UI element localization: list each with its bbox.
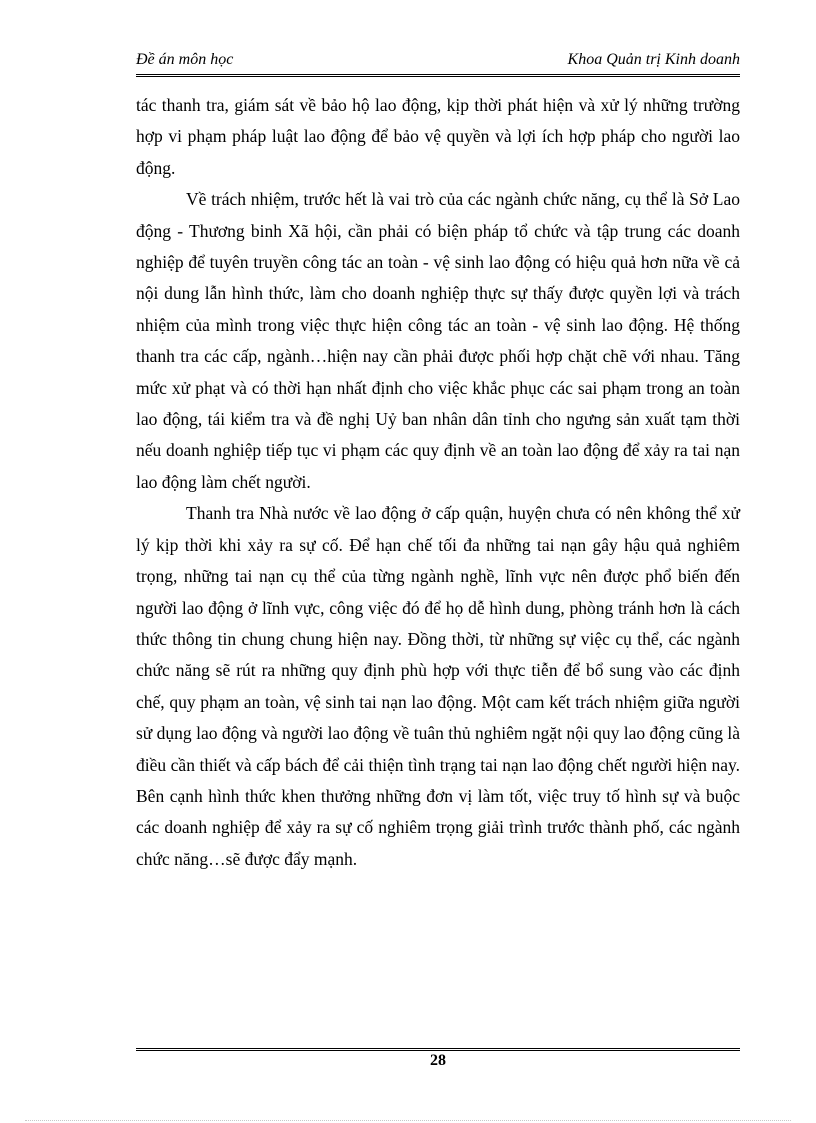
page-bottom-edge (25, 1120, 791, 1121)
paragraph-continuation: tác thanh tra, giám sát về bảo hộ lao động, kịp thời phát hiện và xử lý những trường hợp vi phạm pháp luật lao động để bảo vệ quyền và lợi ích hợp pháp cho người lao động. (136, 95, 740, 178)
page-number: 28 (430, 1052, 446, 1069)
paragraph-responsibility: Về trách nhiệm, trước hết là vai trò của các ngành chức năng, cụ thể là Sở Lao động - Thương binh Xã hội, cần phải có biện pháp tổ chức và tập trung các doanh nghiệp để tuyên truyền công tác an toàn - vệ sinh lao động có hiệu quả hơn nữa về cả nội dung lẫn hình thức, làm cho doanh nghiệp thực sự thấy được quyền lợi và trách nhiệm của mình trong việc thực hiện công tác an toàn - vệ sinh lao động. Hệ thống thanh tra các cấp, ngành…hiện nay cần phải được phối hợp chặt chẽ với nhau. Tăng mức xử phạt và có thời hạn nhất định cho việc khắc phục các sai phạm trong an toàn lao động, tái kiểm tra và đề nghị Uỷ ban nhân dân tỉnh cho ngưng sản xuất tạm thời nếu doanh nghiệp tiếp tục vi phạm các quy định về an toàn lao động để xảy ra tai nạn lao động làm chết người. (136, 189, 740, 492)
page-header (136, 49, 740, 71)
header-document-type: Đề án môn học (136, 51, 234, 68)
header-faculty: Khoa Quản trị Kinh doanh (567, 51, 740, 68)
paragraph-state-inspection: Thanh tra Nhà nước về lao động ở cấp quận, huyện chưa có nên không thể xử lý kịp thời khi xảy ra sự cố. Để hạn chế tối đa những tai nạn gây hậu quả nghiêm trọng, những tai nạn cụ thể của từng ngành nghề, lĩnh vực nên được phổ biến đến người lao động ở lĩnh vực, công việc đó để họ dễ hình dung, phòng tránh hơn là cách thức thông tin chung chung hiện nay. Đồng thời, từ những sự việc cụ thể, các ngành chức năng sẽ rút ra những quy định phù hợp với thực tiễn để bổ sung vào các định chế, quy phạm an toàn, vệ sinh tai nạn lao động. Một cam kết trách nhiệm giữa người sử dụng lao động và người lao động về tuân thủ nghiêm ngặt nội quy lao động cũng là điều cần thiết và cấp bách để cải thiện tình trạng tai nạn lao động chết người hiện nay. Bên cạnh hình thức khen thưởng những đơn vị làm tốt, việc truy tố hình sự và buộc các doanh nghiệp để xảy ra sự cố nghiêm trọng giải trình trước thành phố, các ngành chức năng…sẽ được đẩy mạnh. (136, 503, 740, 869)
header-divider (136, 74, 740, 77)
document-body (136, 90, 740, 875)
